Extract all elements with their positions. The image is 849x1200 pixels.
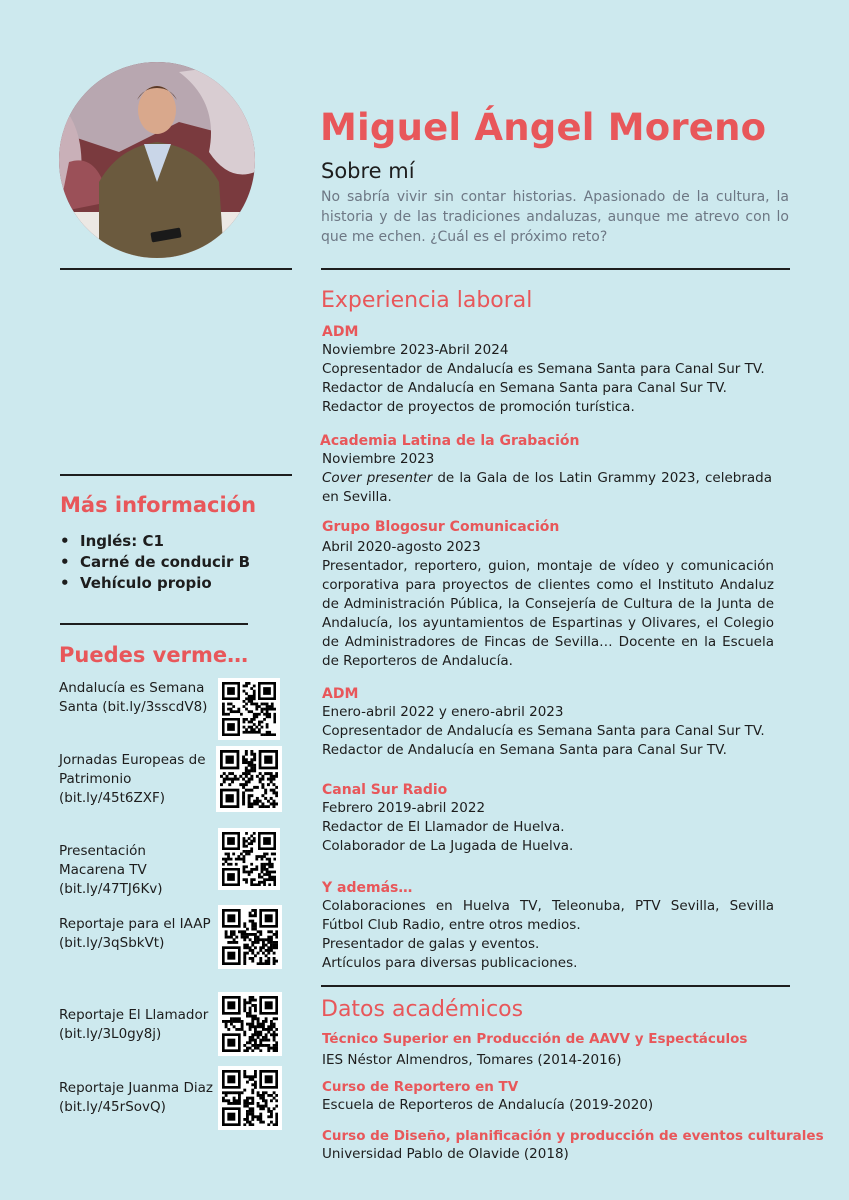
divider bbox=[60, 268, 292, 270]
education-place: IES Néstor Almendros, Tomares (2014-2016) bbox=[322, 1052, 622, 1068]
about-text: No sabría vivir sin contar historias. Apasionado de la cultura, la historia y de las tradiciones andaluzas, aunque me atrevo con lo que me echen. ¿Cuál es el próximo reto? bbox=[321, 189, 789, 245]
more-info-list bbox=[60, 531, 250, 594]
link-label: Reportaje El Llamador (bit.ly/3L0gy8j) bbox=[59, 1007, 209, 1042]
job-entry bbox=[322, 685, 774, 760]
job-line: Artículos para diversas publicaciones. bbox=[322, 955, 578, 971]
job-date: Noviembre 2023-Abril 2024 bbox=[322, 342, 509, 358]
job-company: ADM bbox=[322, 324, 359, 340]
job-entry bbox=[322, 323, 774, 417]
job-line: Redactor de El Llamador de Huelva. bbox=[322, 819, 565, 835]
job-company: Academia Latina de la Grabación bbox=[320, 433, 580, 449]
job-entry bbox=[322, 879, 774, 973]
qr-code-icon[interactable] bbox=[216, 746, 282, 812]
job-line: Presentador de galas y eventos. bbox=[322, 936, 540, 952]
job-entry bbox=[322, 781, 774, 856]
list-item: • Inglés: C1 bbox=[60, 532, 164, 550]
link-label: Reportaje Juanma Diaz (bit.ly/45rSovQ) bbox=[59, 1080, 213, 1115]
job-company: Canal Sur Radio bbox=[322, 782, 448, 798]
education-place: Universidad Pablo de Olavide (2018) bbox=[322, 1146, 569, 1162]
qr-code-icon[interactable] bbox=[218, 1066, 282, 1130]
qr-code-icon[interactable] bbox=[218, 905, 282, 969]
divider bbox=[60, 474, 292, 476]
job-date: Noviembre 2023 bbox=[322, 451, 435, 467]
links-heading: Puedes verme… bbox=[59, 643, 249, 667]
qr-code-icon[interactable] bbox=[218, 678, 280, 740]
job-company: ADM bbox=[322, 686, 359, 702]
job-line: Colaboraciones en Huelva TV, Teleonuba, PTV Sevilla, Sevilla Fútbol Club Radio, entre otros medios. bbox=[322, 898, 774, 933]
job-line bbox=[320, 469, 772, 507]
candidate-name: Miguel Ángel Moreno bbox=[320, 106, 767, 149]
job-line-rest: de la Gala de los Latin Grammy 2023, celebrada en Sevilla. bbox=[322, 470, 772, 505]
job-entry bbox=[320, 432, 772, 507]
link-label: Presentación Macarena TV (bit.ly/47TJ6Kv) bbox=[59, 843, 163, 897]
job-line: Colaborador de La Jugada de Huelva. bbox=[322, 838, 574, 854]
about-heading: Sobre mí bbox=[321, 159, 415, 183]
link-label: Andalucía es Semana Santa (bit.ly/3sscdV8) bbox=[59, 680, 208, 715]
list-item-text: Vehículo propio bbox=[80, 574, 212, 592]
education-place: Escuela de Reporteros de Andalucía (2019-2020) bbox=[322, 1097, 654, 1113]
experience-heading: Experiencia laboral bbox=[321, 288, 533, 313]
education-title: Curso de Diseño, planificación y producción de eventos culturales bbox=[322, 1128, 824, 1144]
divider bbox=[60, 623, 248, 625]
education-title: Técnico Superior en Producción de AAVV y Espectáculos bbox=[322, 1031, 748, 1047]
divider bbox=[321, 985, 790, 987]
job-line: Redactor de Andalucía en Semana Santa para Canal Sur TV. bbox=[322, 380, 727, 396]
job-date: Febrero 2019-abril 2022 bbox=[322, 800, 486, 816]
list-item-text: Carné de conducir B bbox=[80, 553, 251, 571]
job-line: Copresentador de Andalucía es Semana Santa para Canal Sur TV. bbox=[322, 361, 765, 377]
job-line: Redactor de proyectos de promoción turística. bbox=[322, 399, 635, 415]
job-line: Redactor de Andalucía en Semana Santa para Canal Sur TV. bbox=[322, 742, 727, 758]
job-company: Y además… bbox=[322, 880, 413, 896]
job-line: Presentador, reportero, guion, montaje de vídeo y comunicación corporativa para proyectos de clientes como el Instituto Andaluz de Administración Pública, la Consejería de Cultura de la Junta de Andalucía, los ayuntamientos de Espartinas y Olivares, el Colegio de Administradores de Fincas de Sevilla… Docente en la Escuela de Reporteros de Andalucía. bbox=[322, 558, 774, 669]
job-entry bbox=[322, 518, 774, 671]
list-item: • Vehículo propio bbox=[60, 574, 212, 592]
more-info-heading: Más información bbox=[60, 493, 257, 517]
job-company: Grupo Blogosur Comunicación bbox=[322, 519, 560, 535]
education-heading: Datos académicos bbox=[321, 997, 524, 1022]
education-entry bbox=[322, 1078, 653, 1115]
profile-photo bbox=[59, 62, 255, 258]
job-date: Enero-abril 2022 y enero-abril 2023 bbox=[322, 704, 564, 720]
list-item: • Carné de conducir B bbox=[60, 553, 251, 571]
qr-code-icon[interactable] bbox=[218, 828, 280, 890]
education-title: Curso de Reportero en TV bbox=[322, 1079, 519, 1095]
qr-code-icon[interactable] bbox=[218, 992, 282, 1056]
job-line-italic: Cover presenter bbox=[322, 470, 433, 486]
link-label: Reportaje para el IAAP (bit.ly/3qSbkVt) bbox=[59, 916, 211, 951]
divider bbox=[321, 268, 790, 270]
list-item-text: Inglés: C1 bbox=[80, 532, 164, 550]
job-line: Copresentador de Andalucía es Semana Santa para Canal Sur TV. bbox=[322, 723, 765, 739]
education-entry bbox=[322, 1127, 824, 1164]
job-date: Abril 2020-agosto 2023 bbox=[322, 539, 481, 555]
link-label: Jornadas Europeas de Patrimonio (bit.ly/45t6ZXF) bbox=[59, 752, 206, 806]
education-entry bbox=[322, 1030, 747, 1070]
